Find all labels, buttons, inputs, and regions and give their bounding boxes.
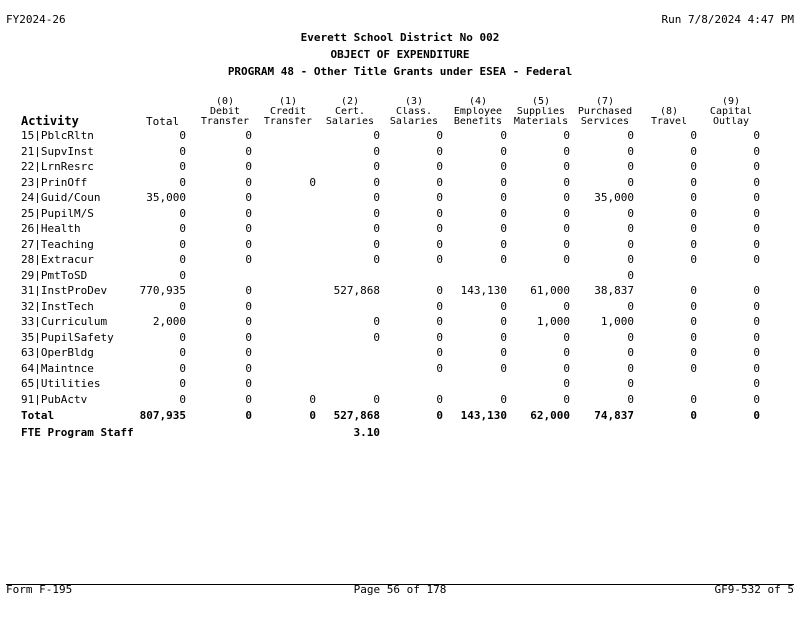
c8-cell: 0	[690, 161, 697, 172]
column-header-c8-line-0: (8)	[659, 107, 679, 117]
column-header-c2-line-0: (2)	[340, 97, 360, 107]
c0-cell: 0	[245, 347, 252, 358]
c9-cell: 0	[753, 254, 760, 265]
activity-cell: 22|LrnResrc	[21, 161, 94, 172]
c5-cell: 0	[563, 300, 570, 312]
c0-cell: 0	[245, 238, 252, 250]
activity-cell: 33|Curriculum	[21, 316, 108, 327]
c9-cell: 0	[753, 347, 760, 358]
c0-cell: 0	[245, 316, 252, 327]
activity-cell: 23|PrinOff	[21, 176, 88, 188]
c9-cell: 0	[753, 192, 760, 203]
c5-cell: 61,000	[530, 285, 570, 296]
c4-cell: 0	[500, 347, 507, 358]
c1-cell: 0	[309, 410, 316, 421]
column-header-c5-line-2: Materials	[513, 117, 569, 127]
c5-cell: 0	[563, 238, 570, 250]
c4-cell: 143,130	[460, 410, 507, 421]
c7-cell: 0	[627, 176, 634, 188]
c7-cell: 0	[627, 331, 634, 343]
c2-cell: 527,868	[333, 285, 380, 296]
total-cell: 0	[179, 362, 186, 374]
c2-cell: 0	[373, 316, 380, 327]
c5-cell: 0	[563, 207, 570, 219]
total-cell: 0	[179, 331, 186, 343]
c3-cell: 0	[436, 347, 443, 358]
c9-cell: 0	[753, 410, 760, 421]
c7-cell: 74,837	[594, 410, 634, 421]
c4-cell: 0	[500, 316, 507, 327]
c2-cell: 0	[373, 161, 380, 172]
c3-cell: 0	[436, 223, 443, 234]
c7-cell: 1,000	[600, 316, 634, 327]
total-cell: 0	[179, 300, 186, 312]
c7-cell: 0	[627, 269, 634, 281]
activity-cell: 91|PubActv	[21, 393, 88, 405]
c9-cell: 0	[753, 130, 760, 141]
c2-cell: 527,868	[333, 410, 380, 421]
total-cell: 770,935	[139, 285, 186, 296]
table-row	[0, 270, 800, 285]
c4-cell: 0	[500, 362, 507, 374]
c0-cell: 0	[245, 176, 252, 188]
c3-cell: 0	[436, 316, 443, 327]
c8-cell: 0	[690, 176, 697, 188]
table-row	[0, 394, 800, 409]
total-cell: 0	[179, 378, 186, 389]
c4-cell: 0	[500, 223, 507, 234]
column-header-c5-line-0: (5)	[531, 97, 551, 107]
c3-cell: 0	[436, 207, 443, 219]
c0-cell: 0	[245, 145, 252, 157]
column-header-c3-line-0: (3)	[404, 97, 424, 107]
activity-cell: 27|Teaching	[21, 238, 94, 250]
column-header-c9-line-2: Outlay	[712, 117, 750, 127]
column-header-c7-line-0: (7)	[595, 97, 615, 107]
activity-cell: 24|Guid/Coun	[21, 192, 101, 203]
c8-cell: 0	[690, 316, 697, 327]
c5-cell: 0	[563, 331, 570, 343]
c2-cell: 0	[373, 223, 380, 234]
c4-cell: 0	[500, 300, 507, 312]
c0-cell: 0	[245, 393, 252, 405]
c9-cell: 0	[753, 285, 760, 296]
activity-cell: 65|Utilities	[21, 378, 101, 389]
c0-cell: 0	[245, 130, 252, 141]
c0-cell: 0	[245, 410, 252, 421]
c5-cell: 0	[563, 223, 570, 234]
c4-cell: 0	[500, 130, 507, 141]
column-header-c3-line-2: Salaries	[389, 117, 439, 127]
table-row	[0, 363, 800, 378]
fte-label: FTE Program Staff	[21, 426, 134, 438]
activity-cell: 25|PupilM/S	[21, 207, 94, 219]
c7-cell: 35,000	[594, 192, 634, 203]
c5-cell: 0	[563, 161, 570, 172]
c3-cell: 0	[436, 161, 443, 172]
total-cell: 0	[179, 347, 186, 358]
total-cell: 0	[179, 176, 186, 188]
c0-cell: 0	[245, 254, 252, 265]
column-header-c1-line-1: Credit	[269, 107, 307, 117]
table-row	[0, 332, 800, 347]
form-label: Form F-195	[6, 583, 73, 596]
c8-cell: 0	[690, 331, 697, 343]
column-header-c0-line-2: Transfer	[200, 117, 250, 127]
column-header-c1-line-2: Transfer	[263, 117, 313, 127]
c1-cell: 0	[309, 176, 316, 188]
c5-cell: 0	[563, 176, 570, 188]
total-cell: 2,000	[152, 316, 186, 327]
column-header-c7-line-1: Purchased	[577, 107, 633, 117]
c5-cell: 62,000	[530, 410, 570, 421]
table-row	[0, 177, 800, 192]
table-row	[0, 161, 800, 176]
c4-cell: 0	[500, 145, 507, 157]
table-row	[0, 208, 800, 223]
c2-cell: 0	[373, 145, 380, 157]
activity-cell: 63|OperBldg	[21, 347, 94, 358]
c5-cell: 0	[563, 130, 570, 141]
c7-cell: 0	[627, 130, 634, 141]
table-row	[0, 130, 800, 145]
c7-cell: 0	[627, 238, 634, 250]
total-cell: 0	[179, 269, 186, 281]
activity-cell: 28|Extracur	[21, 254, 94, 265]
total-cell: 0	[179, 130, 186, 141]
activity-cell: 26|Health	[21, 223, 81, 234]
c0-cell: 0	[245, 378, 252, 389]
table-row	[0, 378, 800, 393]
c4-cell: 0	[500, 393, 507, 405]
activity-cell: 32|InstTech	[21, 300, 94, 312]
c8-cell: 0	[690, 130, 697, 141]
c5-cell: 0	[563, 145, 570, 157]
table-row	[0, 146, 800, 161]
c7-cell: 0	[627, 393, 634, 405]
fiscal-years-label: FY2024-26	[6, 13, 66, 26]
c7-cell: 0	[627, 145, 634, 157]
c2-cell: 0	[373, 207, 380, 219]
column-header-c5-line-1: Supplies	[516, 107, 566, 117]
column-header-c2-line-2: Salaries	[325, 117, 375, 127]
page-number: Page 56 of 178	[353, 583, 447, 596]
c9-cell: 0	[753, 316, 760, 327]
c5-cell: 0	[563, 192, 570, 203]
c1-cell: 0	[309, 393, 316, 405]
c7-cell: 0	[627, 378, 634, 389]
c8-cell: 0	[690, 362, 697, 374]
c4-cell: 0	[500, 254, 507, 265]
c8-cell: 0	[690, 223, 697, 234]
c9-cell: 0	[753, 207, 760, 219]
c8-cell: 0	[690, 410, 697, 421]
column-header-c4-line-1: Employee	[453, 107, 503, 117]
c4-cell: 0	[500, 176, 507, 188]
c0-cell: 0	[245, 223, 252, 234]
c3-cell: 0	[436, 410, 443, 421]
activity-cell: 64|Maintnce	[21, 362, 94, 374]
c3-cell: 0	[436, 176, 443, 188]
c0-cell: 0	[245, 207, 252, 219]
c3-cell: 0	[436, 331, 443, 343]
column-header-c4-line-0: (4)	[468, 97, 488, 107]
column-header-c4-line-2: Benefits	[453, 117, 503, 127]
c4-cell: 0	[500, 192, 507, 203]
c0-cell: 0	[245, 285, 252, 296]
table-row	[0, 347, 800, 362]
column-header-c3-line-1: Class.	[395, 107, 433, 117]
fte-row	[0, 427, 800, 442]
c5-cell: 0	[563, 393, 570, 405]
c4-cell: 143,130	[460, 285, 507, 296]
table-row	[0, 239, 800, 254]
c0-cell: 0	[245, 331, 252, 343]
c3-cell: 0	[436, 362, 443, 374]
table-row	[0, 254, 800, 269]
c9-cell: 0	[753, 161, 760, 172]
total-row	[0, 410, 800, 425]
column-header-c0-line-0: (0)	[215, 97, 235, 107]
c2-cell: 0	[373, 331, 380, 343]
c8-cell: 0	[690, 238, 697, 250]
total-cell: 0	[179, 145, 186, 157]
c8-cell: 0	[690, 393, 697, 405]
c7-cell: 0	[627, 161, 634, 172]
c9-cell: 0	[753, 393, 760, 405]
table-row	[0, 301, 800, 316]
c7-cell: 0	[627, 207, 634, 219]
c7-cell: 0	[627, 362, 634, 374]
fte-c2-cell: 3.10	[353, 426, 380, 438]
c8-cell: 0	[690, 347, 697, 358]
c2-cell: 0	[373, 238, 380, 250]
c7-cell: 0	[627, 223, 634, 234]
c7-cell: 0	[627, 347, 634, 358]
c8-cell: 0	[690, 254, 697, 265]
table-row	[0, 316, 800, 331]
column-header-c0-line-1: Debit	[209, 107, 241, 117]
total-cell: 0	[179, 207, 186, 219]
c5-cell: 0	[563, 362, 570, 374]
c2-cell: 0	[373, 254, 380, 265]
total-cell: 0	[179, 393, 186, 405]
activity-cell: 35|PupilSafety	[21, 331, 114, 343]
column-header-total: Total	[146, 115, 180, 128]
activity-cell: 29|PmtToSD	[21, 269, 88, 281]
total-cell: 0	[179, 223, 186, 234]
c5-cell: 0	[563, 254, 570, 265]
c9-cell: 0	[753, 300, 760, 312]
c8-cell: 0	[690, 285, 697, 296]
c7-cell: 38,837	[594, 285, 634, 296]
c7-cell: 0	[627, 300, 634, 312]
form-code: GF9-532 of 5	[714, 583, 794, 596]
c9-cell: 0	[753, 145, 760, 157]
report-subtitle: OBJECT OF EXPENDITURE	[330, 48, 470, 61]
table-row	[0, 223, 800, 238]
activity-cell: 31|InstProDev	[21, 285, 108, 296]
c2-cell: 0	[373, 176, 380, 188]
c0-cell: 0	[245, 300, 252, 312]
activity-cell: 15|PblcRltn	[21, 130, 94, 141]
column-header-c9-line-0: (9)	[721, 97, 741, 107]
c5-cell: 1,000	[536, 316, 570, 327]
c3-cell: 0	[436, 130, 443, 141]
c8-cell: 0	[690, 145, 697, 157]
column-header-c1-line-0: (1)	[278, 97, 298, 107]
c8-cell: 0	[690, 192, 697, 203]
c9-cell: 0	[753, 378, 760, 389]
c9-cell: 0	[753, 362, 760, 374]
table-row	[0, 285, 800, 300]
c5-cell: 0	[563, 378, 570, 389]
total-cell: 0	[179, 238, 186, 250]
total-cell: 35,000	[146, 192, 186, 203]
c3-cell: 0	[436, 192, 443, 203]
c3-cell: 0	[436, 285, 443, 296]
run-date-label: Run 7/8/2024 4:47 PM	[661, 13, 794, 26]
c9-cell: 0	[753, 331, 760, 343]
program-title: PROGRAM 48 - Other Title Grants under ESEA - Federal	[227, 65, 573, 78]
c8-cell: 0	[690, 207, 697, 219]
table-row	[0, 192, 800, 207]
c5-cell: 0	[563, 347, 570, 358]
c3-cell: 0	[436, 300, 443, 312]
c8-cell: 0	[690, 300, 697, 312]
c0-cell: 0	[245, 161, 252, 172]
total-cell: 0	[179, 254, 186, 265]
c3-cell: 0	[436, 238, 443, 250]
column-header-activity: Activity	[21, 114, 79, 128]
c7-cell: 0	[627, 254, 634, 265]
c2-cell: 0	[373, 192, 380, 203]
c9-cell: 0	[753, 176, 760, 188]
c2-cell: 0	[373, 130, 380, 141]
c9-cell: 0	[753, 238, 760, 250]
c3-cell: 0	[436, 254, 443, 265]
column-header-c2-line-1: Cert.	[334, 107, 366, 117]
c4-cell: 0	[500, 207, 507, 219]
column-header-c9-line-1: Capital	[709, 107, 753, 117]
c3-cell: 0	[436, 145, 443, 157]
c4-cell: 0	[500, 238, 507, 250]
activity-cell: Total	[21, 410, 55, 421]
c3-cell: 0	[436, 393, 443, 405]
total-cell: 0	[179, 161, 186, 172]
c0-cell: 0	[245, 192, 252, 203]
column-header-c7-line-2: Services	[580, 117, 630, 127]
c2-cell: 0	[373, 393, 380, 405]
c4-cell: 0	[500, 331, 507, 343]
total-cell: 807,935	[139, 410, 186, 421]
column-header-c8-line-1: Travel	[650, 117, 688, 127]
district-title: Everett School District No 002	[300, 31, 500, 44]
activity-cell: 21|SupvInst	[21, 145, 94, 157]
c4-cell: 0	[500, 161, 507, 172]
c9-cell: 0	[753, 223, 760, 234]
c0-cell: 0	[245, 362, 252, 374]
